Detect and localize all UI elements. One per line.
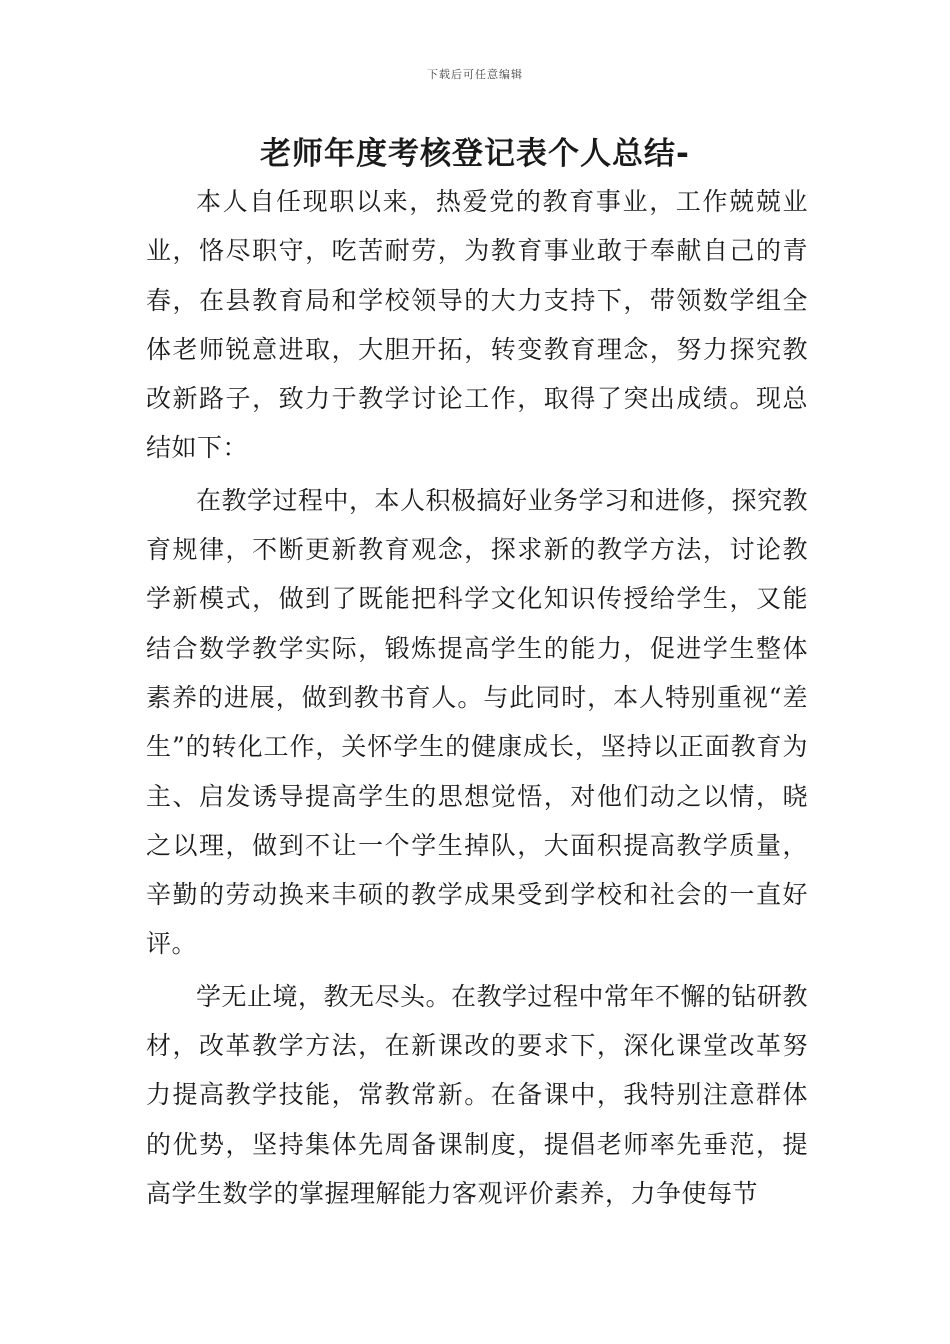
paragraph-2: 在教学过程中，本人积极搞好业务学习和进修，探究教育规律，不断更新教育观念，探求新的教学方法，讨论教学新模式，做到了既能把科学文化知识传授给学生，又能结合数学教学实际，锻炼提高学生的能力，促进学生整体素养的进展，做到教书育人。与此同时，本人特别重视“差生”的转化工作，关怀学生的健康成长，坚持以正面教育为主、启发诱导提高学生的思想觉悟，对他们动之以情，晓之以理，做到不让一个学生掉队，大面积提高教学质量，辛勤的劳动换来丰硕的教学成果受到学校和社会的一直好评。 bbox=[146, 485, 809, 959]
document-body bbox=[146, 177, 808, 1218]
paragraph-3: 学无止境，教无尽头。在教学过程中常年不懈的钻研教材，改革教学方法，在新课改的要求下，深化课堂改革努力提高教学技能，常教常新。在备课中，我特别注意群体的优势，坚持集体先周备课制度，提倡老师率先垂范，提高学生数学的掌握理解能力客观评价素养，力争使每节 bbox=[146, 981, 809, 1208]
paragraph-1: 本人自任现职以来，热爱党的教育事业，工作兢兢业业，恪尽职守，吃苦耐劳，为教育事业敢于奉献自己的青春，在县教育局和学校领导的大力支持下，带领数学组全体老师锐意进取，大胆开拓，转变教育理念，努力探究教改新路子，致力于教学讨论工作，取得了突出成绩。现总结如下： bbox=[146, 187, 808, 463]
document-title: 老师年度考核登记表个人总结- bbox=[260, 136, 690, 172]
header-note: 下载后可任意编辑 bbox=[427, 68, 523, 81]
